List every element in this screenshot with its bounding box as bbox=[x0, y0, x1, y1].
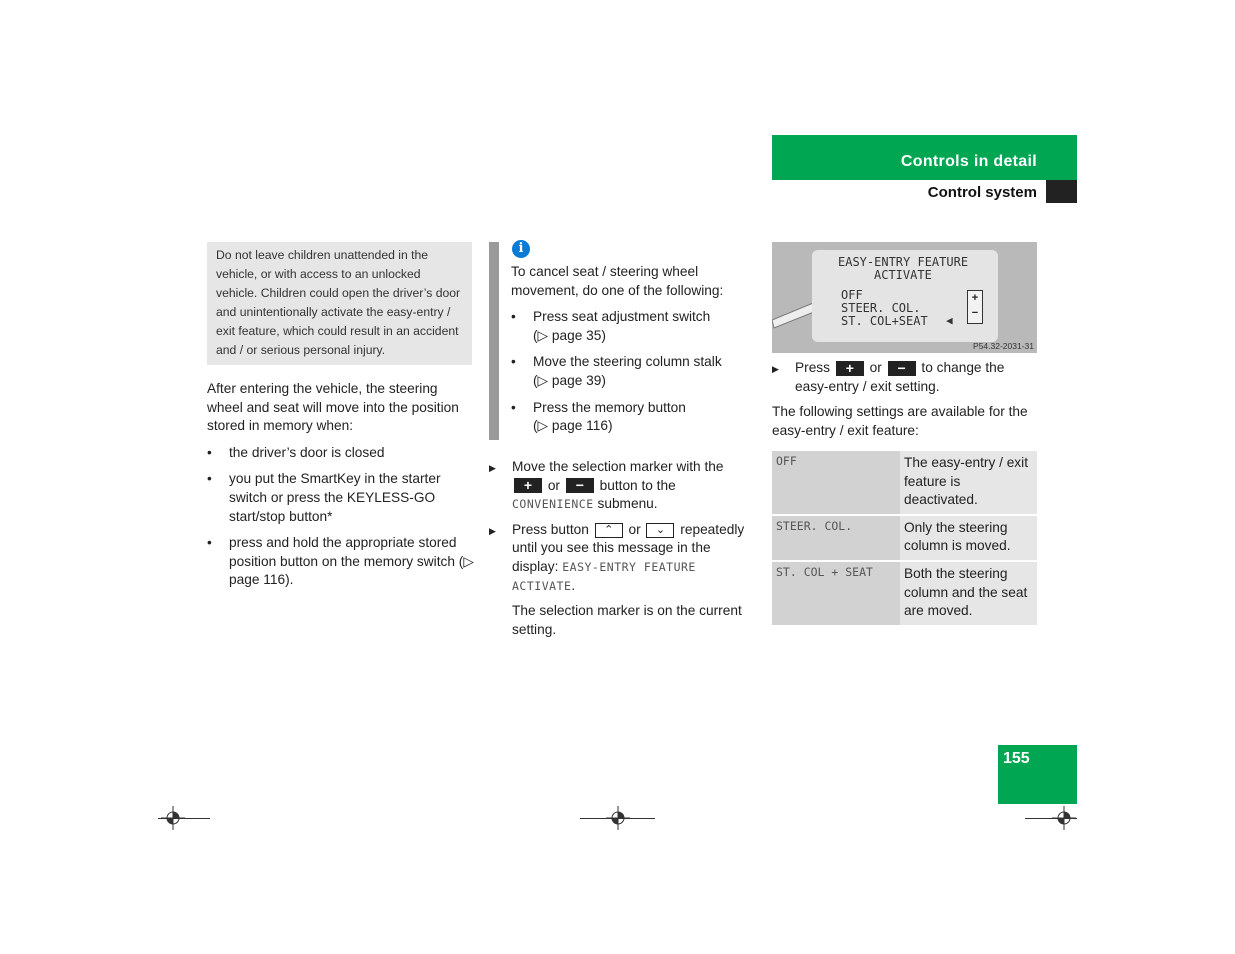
setting-description: The easy-entry / exit feature is deactivated. bbox=[900, 451, 1037, 515]
subsection-marker bbox=[1046, 180, 1077, 203]
setting-description: Both the steering column and the seat are moved. bbox=[900, 561, 1037, 625]
info-box bbox=[511, 263, 753, 436]
table-row bbox=[772, 515, 1037, 561]
list-item bbox=[511, 353, 753, 390]
list-item bbox=[511, 399, 753, 436]
step-text: to change the easy-entry / exit setting. bbox=[795, 360, 1005, 394]
list-item: • you put the SmartKey in the starter switch or press the KEYLESS-GO start/stop button* bbox=[207, 470, 475, 526]
menu-name: CONVENIENCE bbox=[512, 497, 594, 512]
display-message: EASY-ENTRY FEATURE ACTIVATE bbox=[512, 559, 696, 593]
registration-mark-icon bbox=[1052, 806, 1076, 830]
step-change-setting bbox=[772, 359, 1037, 396]
intro-paragraph: After entering the vehicle, the steering wheel and seat will move into the position stored in memory when: bbox=[207, 381, 459, 434]
section-title: Controls in detail bbox=[900, 153, 1037, 170]
up-arrow-button-icon: ⌃ bbox=[595, 523, 623, 538]
info-bar bbox=[489, 242, 499, 440]
column-3 bbox=[772, 359, 1037, 440]
display-line: EASY-ENTRY FEATURE bbox=[838, 255, 969, 269]
registration-mark-icon bbox=[606, 806, 630, 830]
subsection-title: Control system bbox=[927, 184, 1037, 201]
warning-box: Do not leave children unattended in the vehicle, or with access to an unlocked vehicle. Children could open the driver’s door and unintentionally activate the easy-entry / exit feature, which could result in an accident and / or serious personal injury. bbox=[207, 242, 472, 365]
minus-icon: − bbox=[971, 307, 979, 319]
step-text: . bbox=[571, 577, 576, 593]
step-press-button bbox=[489, 521, 754, 595]
step-text: or bbox=[547, 477, 560, 493]
plus-button-icon: + bbox=[514, 478, 542, 493]
page-reference: (▷ page 116) bbox=[533, 418, 613, 434]
step-move-marker bbox=[489, 458, 754, 514]
display-option: OFF bbox=[841, 288, 863, 302]
step-text: Move the selection marker with the bbox=[512, 459, 724, 474]
list-item: • press and hold the appropriate stored position button on the memory switch (▷ page 116). bbox=[207, 534, 475, 590]
plus-button-icon: + bbox=[836, 361, 864, 376]
minus-button-icon: − bbox=[888, 361, 916, 376]
setting-key: STEER. COL. bbox=[772, 515, 900, 561]
setting-description: Only the steering column is moved. bbox=[900, 515, 1037, 561]
settings-table bbox=[772, 451, 1037, 625]
registration-mark-icon bbox=[161, 806, 185, 830]
step-note: The selection marker is on the current setting. bbox=[512, 603, 742, 637]
minus-button-icon: − bbox=[566, 478, 594, 493]
display-option: ST. COL+SEAT bbox=[841, 314, 928, 328]
page-reference: (▷ page 35) bbox=[533, 327, 606, 343]
step-text: or bbox=[869, 360, 882, 375]
table-row bbox=[772, 561, 1037, 625]
step-text: or bbox=[628, 521, 641, 537]
display-line: ACTIVATE bbox=[874, 268, 932, 282]
list-item-text: • Move the steering column stalk bbox=[533, 354, 722, 370]
setting-key: ST. COL + SEAT bbox=[772, 561, 900, 625]
column-1 bbox=[207, 380, 475, 590]
list-item-text: • Press the memory button bbox=[533, 399, 686, 415]
plus-icon: + bbox=[971, 292, 979, 304]
setting-key: OFF bbox=[772, 451, 900, 515]
selection-marker-icon: ◀ bbox=[946, 314, 953, 327]
page-reference: (▷ page 39) bbox=[533, 372, 606, 388]
display-illustration bbox=[772, 242, 1037, 353]
step-text: button to the bbox=[599, 477, 676, 493]
section-header bbox=[772, 135, 1077, 180]
info-icon: i bbox=[512, 240, 530, 258]
step-text: Press bbox=[795, 360, 830, 375]
page-number: 155 bbox=[1003, 750, 1030, 767]
page-number-box bbox=[998, 745, 1077, 804]
steps bbox=[489, 458, 754, 639]
settings-intro: The following settings are available for the easy-entry / exit feature: bbox=[772, 404, 1028, 438]
list-item bbox=[511, 308, 753, 345]
display-screen bbox=[812, 250, 998, 342]
list-item-text: • Press seat adjustment switch bbox=[533, 309, 711, 325]
table-row bbox=[772, 451, 1037, 515]
down-arrow-button-icon: ⌄ bbox=[646, 523, 674, 538]
plus-minus-indicator bbox=[967, 290, 983, 324]
list-item: • the driver’s door is closed bbox=[207, 444, 475, 463]
info-intro: To cancel seat / steering wheel movement, do one of the following: bbox=[511, 264, 724, 298]
step-text: Press button bbox=[512, 521, 589, 537]
step-text: repeatedly until you see this message in the display: bbox=[512, 521, 745, 574]
image-code: P54.32-2031-31 bbox=[973, 341, 1034, 351]
display-option: STEER. COL. bbox=[841, 301, 921, 315]
step-text: submenu. bbox=[597, 496, 658, 512]
